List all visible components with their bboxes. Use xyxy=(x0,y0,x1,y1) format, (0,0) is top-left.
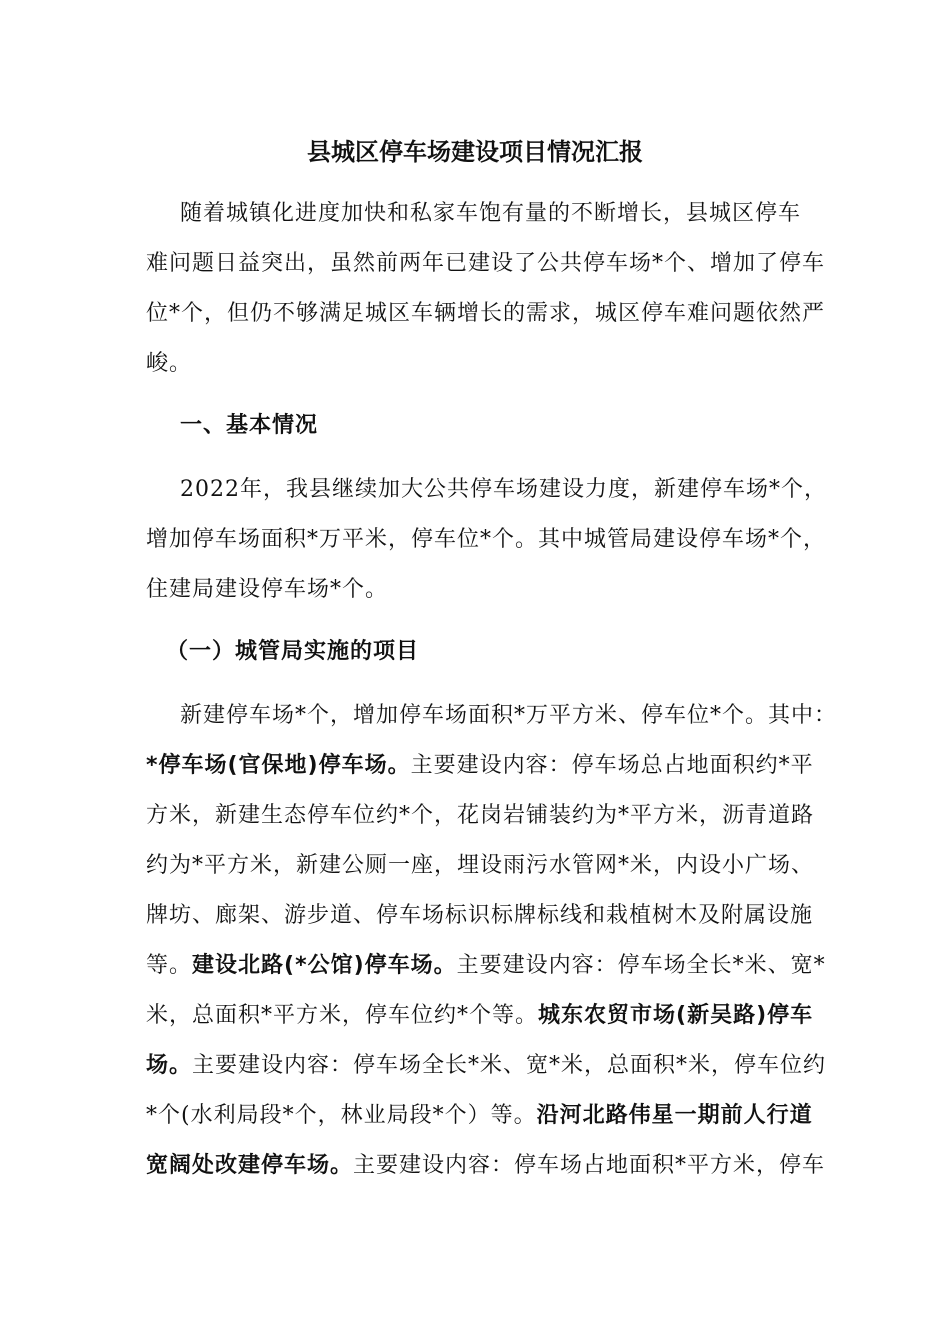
subsection-heading-chengguan: （一）城管局实施的项目 xyxy=(166,639,420,664)
sub1-line-6: 等。建设北路(*公馆)停车场。主要建设内容：停车场全长*米、宽* xyxy=(146,953,826,978)
sub1-line-5: 牌坊、廊架、游步道、停车场标识标牌标线和栽植树木及附属设施 xyxy=(146,903,814,928)
intro-line-1: 随着城镇化进度加快和私家车饱有量的不断增长，县城区停车 xyxy=(180,201,802,226)
sub1-line-1: 新建停车场*个，增加停车场面积*万平方米、停车位*个。其中： xyxy=(180,703,838,728)
project-name-yanhe-beilu: 沿河北路伟星一期前人行道 xyxy=(536,1103,813,1128)
section-heading-basic: 一、基本情况 xyxy=(180,413,319,438)
sub1-line-8: 场。主要建设内容：停车场全长*米、宽*米，总面积*米，停车位约 xyxy=(146,1053,827,1078)
project-name-jianshe-beilu: 建设北路(*公馆)停车场。 xyxy=(192,953,457,978)
sub1-line-7: 米，总面积*平方米，停车位约*个等。城东农贸市场(新吴路)停车 xyxy=(146,1003,814,1028)
project-name-guanbaodi: *停车场(官保地)停车场。 xyxy=(146,753,411,778)
project-name-chengdong: 城东农贸市场(新吴路)停车 xyxy=(538,1003,814,1028)
sub1-line-10: 宽阔处改建停车场。主要建设内容：停车场占地面积*平方米，停车 xyxy=(146,1153,826,1178)
intro-line-4: 峻。 xyxy=(146,351,193,376)
sub1-line-9: *个(水利局段*个，林业局段*个）等。沿河北路伟星一期前人行道 xyxy=(146,1103,813,1128)
section1-line-3: 住建局建设停车场*个。 xyxy=(146,577,389,602)
intro-line-2: 难问题日益突出，虽然前两年已建设了公共停车场*个、增加了停车 xyxy=(146,251,826,276)
sub1-line-2: *停车场(官保地)停车场。主要建设内容：停车场总占地面积约*平 xyxy=(146,753,814,778)
sub1-line-4: 约为*平方米，新建公厕一座，埋设雨污水管网*米，内设小广场、 xyxy=(146,853,815,878)
intro-line-3: 位*个，但仍不够满足城区车辆增长的需求，城区停车难问题依然严 xyxy=(146,301,826,326)
section1-line-1: 2022年，我县继续加大公共停车场建设力度，新建停车场*个， xyxy=(180,477,827,502)
document-title: 县城区停车场建设项目情况汇报 xyxy=(307,138,643,166)
section1-line-2: 增加停车场面积*万平米，停车位*个。其中城管局建设停车场*个， xyxy=(146,527,827,552)
sub1-line-3: 方米，新建生态停车位约*个，花岗岩铺装约为*平方米，沥青道路 xyxy=(146,803,815,828)
